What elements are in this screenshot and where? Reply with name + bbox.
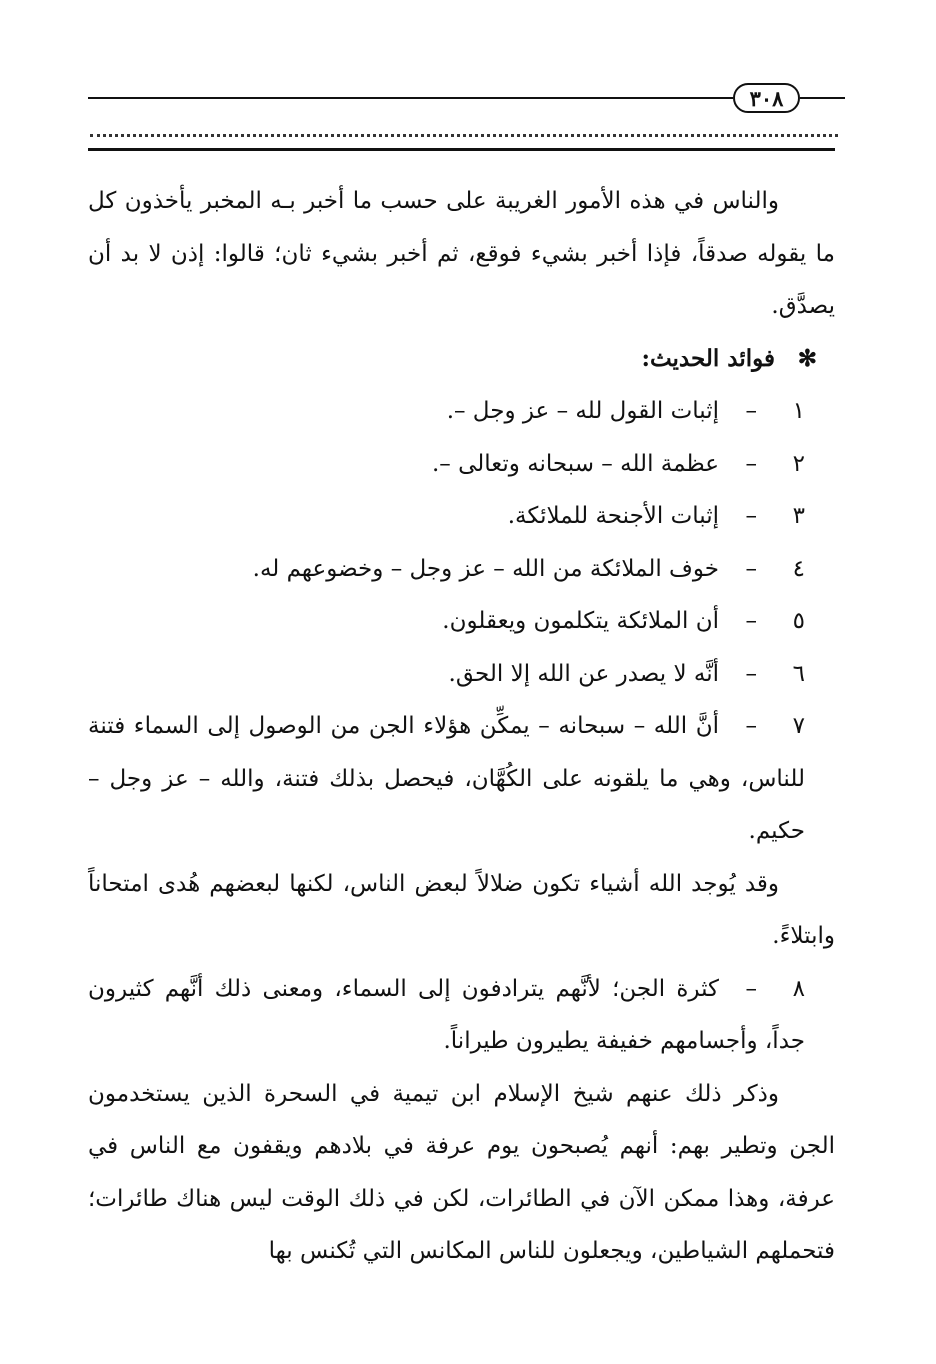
page-number: ٣٠٨: [733, 83, 800, 113]
list-item: [88, 648, 835, 701]
header-rule-right: [800, 97, 845, 99]
header-rule: [88, 97, 733, 99]
item-text: أن الملائكة يتكلمون ويعقلون.: [442, 608, 719, 634]
item-text: إثبات الأجنحة للملائكة.: [507, 503, 719, 529]
asterisk-icon: ✻: [797, 344, 817, 372]
item-dash: –: [745, 503, 757, 529]
item-number: ٢: [792, 450, 805, 477]
heading-text: فوائد الحديث:: [641, 344, 775, 372]
item-text: خوف الملائكة من الله – عز وجل – وخضوعهم له.: [252, 555, 719, 582]
item-dash: –: [745, 450, 757, 477]
item-dash: –: [745, 660, 757, 687]
item-number: ٧: [792, 713, 805, 739]
item-number: ٦: [792, 660, 805, 687]
list-item: [88, 438, 835, 491]
list-item: [88, 490, 835, 543]
page-body: [88, 175, 835, 1278]
item-text: عظمة الله – سبحانه وتعالى –.: [431, 450, 719, 477]
item-dash: –: [745, 608, 757, 634]
item-text: أنَّه لا يصدر عن الله إلا الحق.: [448, 660, 719, 687]
item-dash: –: [745, 975, 757, 1002]
paragraph-body: وذكر ذلك عنهم شيخ الإسلام ابن تيمية في السحرة الذين يستخدمون الجن وتطير بهم: أنهم يُصبحون يوم عرفة في بلادهم ويقفون مع الناس في عرفة، وهذا ممكن الآن في الطائرات، لكن في ذلك الوقت ليس هناك طائرات؛ فتحملهم الشياطين، ويجعلون للناس المكانس التي تُكنس بها: [88, 1080, 835, 1264]
paragraph-body: وقد يُوجد الله أشياء تكون ضلالاً لبعض الناس، لكنها لبعضهم هُدى امتحاناً وابتلاءً.: [88, 870, 835, 949]
list-item: [88, 385, 835, 438]
item-dash: –: [745, 398, 757, 424]
paragraph-intro: والناس في هذه الأمور الغريبة على حسب ما أخبر بـه المخبر يأخذون كل ما يقوله صدقاً، فإذا أخبر بشيء فوقع، ثم أخبر بشيء ثان؛ قالوا: إذن لا بد أن يصدَّق.: [88, 188, 835, 319]
page-header: [0, 0, 936, 160]
header-bottom-rule: [88, 148, 835, 151]
item-number: ١: [792, 398, 805, 424]
list-item: [88, 595, 835, 648]
list-item-wrapped: [88, 700, 835, 858]
item-number: ٨: [792, 975, 805, 1002]
dotted-divider: [90, 124, 838, 137]
item-dash: –: [745, 555, 757, 582]
item-number: ٤: [792, 555, 805, 582]
item-text: إثبات القول لله – عز وجل –.: [446, 398, 719, 424]
list-item: [88, 543, 835, 596]
section-heading: [88, 333, 835, 386]
item-text: كثرة الجن؛ لأنَّهم يترادفون إلى السماء، ومعنى ذلك أنَّهم كثيرون جداً، وأجسامهم خفيفة يطيرون طيراناً.: [88, 975, 805, 1054]
item-number: ٥: [792, 608, 805, 634]
item-number: ٣: [792, 503, 805, 529]
list-item-wrapped: [88, 963, 835, 1068]
item-text: أنَّ الله – سبحانه – يمكِّن هؤلاء الجن من الوصول إلى السماء فتنة للناس، وهي ما يلقونه على الكُهَّان، فيحصل بذلك فتنة، والله – عز وجل – حكيم.: [88, 713, 805, 844]
item-dash: –: [745, 713, 757, 739]
